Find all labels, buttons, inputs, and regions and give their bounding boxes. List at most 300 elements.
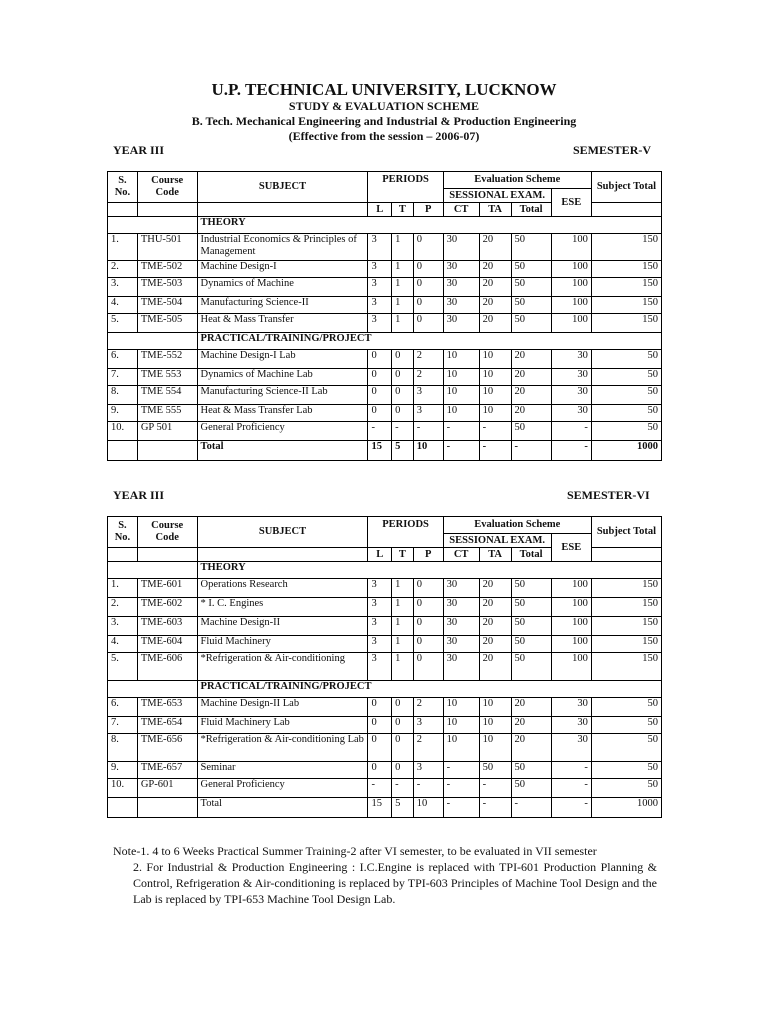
total-cell: 50 <box>511 261 551 278</box>
subject-header: SUBJECT <box>197 517 368 548</box>
course-code-cell: TME-654 <box>137 717 197 734</box>
table-row <box>108 617 662 636</box>
subject-total-cell: 50 <box>591 405 661 422</box>
table-row <box>108 734 662 762</box>
total-cell: 50 <box>511 422 551 441</box>
semester-vi-table <box>107 516 662 818</box>
table-row <box>108 762 662 779</box>
table-row <box>108 798 662 818</box>
course-code-cell: TME-657 <box>137 762 197 779</box>
periods-header: PERIODS <box>368 517 443 534</box>
sno-cell: 2. <box>108 598 138 617</box>
ct-cell: 30 <box>443 653 479 681</box>
table-row <box>108 441 662 461</box>
evaluation-scheme-header: Evaluation Scheme <box>443 172 591 189</box>
subject-cell: Seminar <box>197 762 368 779</box>
t-cell: 1 <box>392 314 414 333</box>
l-cell: 0 <box>368 717 392 734</box>
subject-cell: Fluid Machinery <box>197 636 368 653</box>
ta-cell: 20 <box>479 297 511 314</box>
t-cell: 1 <box>392 297 414 314</box>
subject-total-cell: 50 <box>591 350 661 369</box>
total-cell: 20 <box>511 350 551 369</box>
table-row <box>108 598 662 617</box>
ct-cell: 30 <box>443 636 479 653</box>
ct-cell: 30 <box>443 598 479 617</box>
p-cell: 10 <box>413 798 443 818</box>
ese-cell: - <box>551 798 591 818</box>
table-row <box>108 278 662 297</box>
course-code-cell: TME-656 <box>137 734 197 762</box>
l-cell: 15 <box>368 798 392 818</box>
p-cell: 0 <box>413 261 443 278</box>
sno-cell <box>108 441 138 461</box>
sno-cell: 7. <box>108 717 138 734</box>
subject-cell: Dynamics of Machine Lab <box>197 369 368 386</box>
table-row <box>108 261 662 278</box>
ct-cell: - <box>443 798 479 818</box>
subject-total-cell: 1000 <box>591 798 661 818</box>
total-cell: 50 <box>511 234 551 261</box>
l-cell: 0 <box>368 386 392 405</box>
p-cell: 2 <box>413 369 443 386</box>
subject-total-header: Subject Total <box>591 517 661 548</box>
sno-cell: 3. <box>108 617 138 636</box>
subject-total-cell: 150 <box>591 234 661 261</box>
ta-cell: 20 <box>479 653 511 681</box>
table-row <box>108 579 662 598</box>
sno-cell: 2. <box>108 261 138 278</box>
ese-cell: - <box>551 441 591 461</box>
subject-cell: Manufacturing Science-II Lab <box>197 386 368 405</box>
theory-label: THEORY <box>197 562 661 579</box>
sno-cell: 5. <box>108 653 138 681</box>
course-code-cell: TME-604 <box>137 636 197 653</box>
t-cell: 5 <box>392 798 414 818</box>
ct-cell: 30 <box>443 261 479 278</box>
t-cell: 1 <box>392 278 414 297</box>
course-code-cell: TME-503 <box>137 278 197 297</box>
ese-cell: 100 <box>551 579 591 598</box>
course-code-cell <box>137 798 197 818</box>
l-cell: 15 <box>368 441 392 461</box>
total-cell: 50 <box>511 762 551 779</box>
t-cell: 1 <box>392 598 414 617</box>
t-cell: 0 <box>392 698 414 717</box>
l-cell: 3 <box>368 636 392 653</box>
course-code-cell: TME 555 <box>137 405 197 422</box>
total-cell: 50 <box>511 278 551 297</box>
semester-v-table <box>107 171 662 461</box>
ta-cell: 10 <box>479 386 511 405</box>
subject-cell: Machine Design-II Lab <box>197 698 368 717</box>
ta-cell: 10 <box>479 369 511 386</box>
table-row <box>108 350 662 369</box>
sno-header: S. No. <box>108 172 138 203</box>
sno-cell: 9. <box>108 405 138 422</box>
subject-cell: Total <box>197 441 368 461</box>
p-cell: 0 <box>413 579 443 598</box>
ese-cell: 100 <box>551 261 591 278</box>
ct-cell: 30 <box>443 617 479 636</box>
total-cell: 50 <box>511 297 551 314</box>
ct-cell: 10 <box>443 369 479 386</box>
subject-cell: Fluid Machinery Lab <box>197 717 368 734</box>
ct-cell: 30 <box>443 278 479 297</box>
l-cell: 3 <box>368 617 392 636</box>
total-cell: 50 <box>511 579 551 598</box>
ese-cell: 30 <box>551 386 591 405</box>
ese-cell: 100 <box>551 653 591 681</box>
l-cell: 0 <box>368 762 392 779</box>
l-cell: 3 <box>368 653 392 681</box>
subject-cell: Manufacturing Science-II <box>197 297 368 314</box>
course-code-cell: TME-552 <box>137 350 197 369</box>
sno-cell: 3. <box>108 278 138 297</box>
table-row <box>108 297 662 314</box>
p-cell: 0 <box>413 234 443 261</box>
t-cell: 0 <box>392 350 414 369</box>
year-label: YEAR III <box>113 143 165 157</box>
ta-header: TA <box>479 548 511 562</box>
subject-cell: Dynamics of Machine <box>197 278 368 297</box>
ta-cell: - <box>479 798 511 818</box>
ct-cell: 30 <box>443 314 479 333</box>
ese-cell: 30 <box>551 350 591 369</box>
subject-total-cell: 1000 <box>591 441 661 461</box>
course-code-cell: TME-606 <box>137 653 197 681</box>
note-2: 2. For Industrial & Production Engineering : I.C.Engine is replaced with TPI-601 Production Planning & Control, Refrigeration & Air-conditioning is replaced by TPI-603 Principles of Machine Tool Design and the Lab is replaced by TPI-653 Machine Tool Design Lab. <box>133 860 657 906</box>
evaluation-scheme-header: Evaluation Scheme <box>443 517 591 534</box>
l-cell: 3 <box>368 598 392 617</box>
semester-label: SEMESTER-VI <box>567 488 650 502</box>
ta-cell: - <box>479 779 511 798</box>
course-code-cell <box>137 441 197 461</box>
semester-label: SEMESTER-V <box>573 143 652 157</box>
p-cell: 2 <box>413 350 443 369</box>
ta-cell: - <box>479 422 511 441</box>
subject-total-cell: 150 <box>591 579 661 598</box>
course-code-cell: TME-505 <box>137 314 197 333</box>
subject-total-cell: 150 <box>591 598 661 617</box>
subject-total-cell: 150 <box>591 278 661 297</box>
p-cell: 0 <box>413 598 443 617</box>
total-cell: 50 <box>511 636 551 653</box>
ct-cell: - <box>443 779 479 798</box>
p-cell: - <box>413 779 443 798</box>
theory-label: THEORY <box>197 217 661 234</box>
periods-header: PERIODS <box>368 172 443 189</box>
note-1: Note-1. 4 to 6 Weeks Practical Summer Training-2 after VI semester, to be evaluated in VII semester <box>113 844 597 858</box>
ta-cell: 20 <box>479 579 511 598</box>
total-cell: 50 <box>511 779 551 798</box>
sno-cell: 7. <box>108 369 138 386</box>
total-cell: 20 <box>511 734 551 762</box>
total-cell: 20 <box>511 386 551 405</box>
practical-label: PRACTICAL/TRAINING/PROJECT <box>197 333 661 350</box>
l-cell: 0 <box>368 350 392 369</box>
subject-cell: *Refrigeration & Air-conditioning <box>197 653 368 681</box>
subject-total-cell: 50 <box>591 698 661 717</box>
l-cell: 3 <box>368 278 392 297</box>
subject-cell: General Proficiency <box>197 779 368 798</box>
table-row <box>108 717 662 734</box>
total-cell: 50 <box>511 653 551 681</box>
course-code-cell: TME-602 <box>137 598 197 617</box>
ct-cell: 10 <box>443 350 479 369</box>
table-row <box>108 422 662 441</box>
ese-cell: 100 <box>551 278 591 297</box>
subject-cell: Industrial Economics & Principles of Management <box>197 234 368 261</box>
p-cell: 3 <box>413 717 443 734</box>
subject-cell: Heat & Mass Transfer <box>197 314 368 333</box>
subject-cell: Machine Design-II <box>197 617 368 636</box>
ct-cell: 30 <box>443 297 479 314</box>
ta-cell: 20 <box>479 636 511 653</box>
t-cell: 1 <box>392 234 414 261</box>
subject-cell: Operations Research <box>197 579 368 598</box>
ese-cell: - <box>551 779 591 798</box>
total-cell: 50 <box>511 598 551 617</box>
ese-cell: 100 <box>551 314 591 333</box>
ct-cell: - <box>443 422 479 441</box>
ct-cell: - <box>443 441 479 461</box>
table-row <box>108 234 662 261</box>
l-header: L <box>368 548 392 562</box>
ese-cell: 100 <box>551 636 591 653</box>
ese-cell: 30 <box>551 717 591 734</box>
l-cell: 0 <box>368 369 392 386</box>
t-cell: 0 <box>392 386 414 405</box>
ct-cell: 30 <box>443 234 479 261</box>
sno-cell <box>108 798 138 818</box>
ct-cell: - <box>443 762 479 779</box>
ese-cell: 100 <box>551 297 591 314</box>
ta-header: TA <box>479 203 511 217</box>
table-row <box>108 636 662 653</box>
year-label: YEAR III <box>113 488 165 502</box>
course-code-cell: TME 554 <box>137 386 197 405</box>
sno-cell: 10. <box>108 422 138 441</box>
subject-total-cell: 50 <box>591 717 661 734</box>
sno-cell: 5. <box>108 314 138 333</box>
ta-cell: 20 <box>479 261 511 278</box>
sno-cell: 8. <box>108 734 138 762</box>
ct-cell: 10 <box>443 717 479 734</box>
sno-cell: 4. <box>108 636 138 653</box>
l-cell: - <box>368 779 392 798</box>
subject-total-header: Subject Total <box>591 172 661 203</box>
p-cell: 0 <box>413 314 443 333</box>
ta-cell: 50 <box>479 762 511 779</box>
course-code-cell: TME-502 <box>137 261 197 278</box>
total-cell: 20 <box>511 698 551 717</box>
t-cell: 1 <box>392 617 414 636</box>
l-cell: 3 <box>368 234 392 261</box>
course-code-header: Course Code <box>137 172 197 203</box>
ese-header: ESE <box>551 189 591 217</box>
p-cell: 3 <box>413 386 443 405</box>
ese-cell: 100 <box>551 234 591 261</box>
course-code-header: Course Code <box>137 517 197 548</box>
t-cell: - <box>392 779 414 798</box>
sno-cell: 6. <box>108 698 138 717</box>
ese-cell: 30 <box>551 698 591 717</box>
subject-total-cell: 150 <box>591 636 661 653</box>
total-header: Total <box>511 548 551 562</box>
sno-cell: 10. <box>108 779 138 798</box>
table-row <box>108 386 662 405</box>
course-code-cell: TME-601 <box>137 579 197 598</box>
total-cell: - <box>511 798 551 818</box>
subject-header: SUBJECT <box>197 172 368 203</box>
subject-total-cell: 150 <box>591 617 661 636</box>
course-code-cell: GP-601 <box>137 779 197 798</box>
l-cell: 3 <box>368 314 392 333</box>
ese-cell: 30 <box>551 734 591 762</box>
ta-cell: 10 <box>479 717 511 734</box>
l-cell: - <box>368 422 392 441</box>
l-cell: 0 <box>368 698 392 717</box>
total-cell: 20 <box>511 405 551 422</box>
total-cell: 50 <box>511 314 551 333</box>
t-cell: 1 <box>392 636 414 653</box>
table-row <box>108 314 662 333</box>
course-code-cell: TME 553 <box>137 369 197 386</box>
subject-total-cell: 150 <box>591 261 661 278</box>
ese-cell: 30 <box>551 369 591 386</box>
sessional-exam-header: SESSIONAL EXAM. <box>443 189 551 203</box>
t-cell: - <box>392 422 414 441</box>
scheme-title: STUDY & EVALUATION SCHEME <box>288 99 480 113</box>
ta-cell: 10 <box>479 350 511 369</box>
effective-session: (Effective from the session – 2006-07) <box>288 129 480 143</box>
notes <box>113 843 657 907</box>
t-cell: 0 <box>392 369 414 386</box>
ct-cell: 10 <box>443 698 479 717</box>
ta-cell: 20 <box>479 234 511 261</box>
table-row <box>108 779 662 798</box>
t-cell: 5 <box>392 441 414 461</box>
p-cell: 0 <box>413 636 443 653</box>
ta-cell: 20 <box>479 278 511 297</box>
p-cell: 0 <box>413 297 443 314</box>
ta-cell: 10 <box>479 734 511 762</box>
subject-total-cell: 50 <box>591 369 661 386</box>
ese-header: ESE <box>551 534 591 562</box>
t-cell: 0 <box>392 734 414 762</box>
t-header: T <box>392 203 414 217</box>
l-header: L <box>368 203 392 217</box>
p-header: P <box>413 203 443 217</box>
ta-cell: 10 <box>479 405 511 422</box>
course-code-cell: THU-501 <box>137 234 197 261</box>
subject-total-cell: 50 <box>591 734 661 762</box>
course-code-cell: TME-603 <box>137 617 197 636</box>
subject-total-cell: 150 <box>591 653 661 681</box>
ct-header: CT <box>443 203 479 217</box>
ct-header: CT <box>443 548 479 562</box>
subject-total-cell: 50 <box>591 422 661 441</box>
p-header: P <box>413 548 443 562</box>
table-row <box>108 405 662 422</box>
sno-header: S. No. <box>108 517 138 548</box>
practical-label: PRACTICAL/TRAINING/PROJECT <box>197 681 661 698</box>
t-header: T <box>392 548 414 562</box>
p-cell: 3 <box>413 762 443 779</box>
subject-total-cell: 50 <box>591 386 661 405</box>
subject-cell: General Proficiency <box>197 422 368 441</box>
p-cell: 2 <box>413 698 443 717</box>
subject-cell: Machine Design-I <box>197 261 368 278</box>
sno-cell: 4. <box>108 297 138 314</box>
p-cell: 0 <box>413 278 443 297</box>
l-cell: 3 <box>368 579 392 598</box>
sno-cell: 6. <box>108 350 138 369</box>
p-cell: - <box>413 422 443 441</box>
total-cell: 20 <box>511 717 551 734</box>
subject-total-cell: 50 <box>591 779 661 798</box>
subject-cell: Heat & Mass Transfer Lab <box>197 405 368 422</box>
sno-cell: 9. <box>108 762 138 779</box>
ta-cell: 10 <box>479 698 511 717</box>
ese-cell: - <box>551 422 591 441</box>
t-cell: 1 <box>392 653 414 681</box>
ct-cell: 30 <box>443 579 479 598</box>
sno-cell: 8. <box>108 386 138 405</box>
ta-cell: - <box>479 441 511 461</box>
p-cell: 0 <box>413 653 443 681</box>
l-cell: 0 <box>368 734 392 762</box>
ct-cell: 10 <box>443 386 479 405</box>
total-cell: - <box>511 441 551 461</box>
university-title: U.P. TECHNICAL UNIVERSITY, LUCKNOW <box>211 80 557 99</box>
table-row <box>108 653 662 681</box>
p-cell: 2 <box>413 734 443 762</box>
t-cell: 1 <box>392 261 414 278</box>
p-cell: 0 <box>413 617 443 636</box>
p-cell: 10 <box>413 441 443 461</box>
table-row <box>108 369 662 386</box>
subject-total-cell: 150 <box>591 297 661 314</box>
ese-cell: 100 <box>551 598 591 617</box>
t-cell: 1 <box>392 579 414 598</box>
l-cell: 3 <box>368 261 392 278</box>
subject-cell: * I. C. Engines <box>197 598 368 617</box>
course-code-cell: GP 501 <box>137 422 197 441</box>
ct-cell: 10 <box>443 405 479 422</box>
ese-cell: 30 <box>551 405 591 422</box>
subject-cell: *Refrigeration & Air-conditioning Lab <box>197 734 368 762</box>
sessional-exam-header: SESSIONAL EXAM. <box>443 534 551 548</box>
ta-cell: 20 <box>479 617 511 636</box>
ta-cell: 20 <box>479 314 511 333</box>
l-cell: 0 <box>368 405 392 422</box>
sno-cell: 1. <box>108 234 138 261</box>
t-cell: 0 <box>392 762 414 779</box>
total-header: Total <box>511 203 551 217</box>
ese-cell: - <box>551 762 591 779</box>
t-cell: 0 <box>392 717 414 734</box>
ese-cell: 100 <box>551 617 591 636</box>
ta-cell: 20 <box>479 598 511 617</box>
program-title: B. Tech. Mechanical Engineering and Industrial & Production Engineering <box>191 114 577 128</box>
sno-cell: 1. <box>108 579 138 598</box>
subject-cell: Total <box>197 798 368 818</box>
t-cell: 0 <box>392 405 414 422</box>
subject-cell: Machine Design-I Lab <box>197 350 368 369</box>
p-cell: 3 <box>413 405 443 422</box>
